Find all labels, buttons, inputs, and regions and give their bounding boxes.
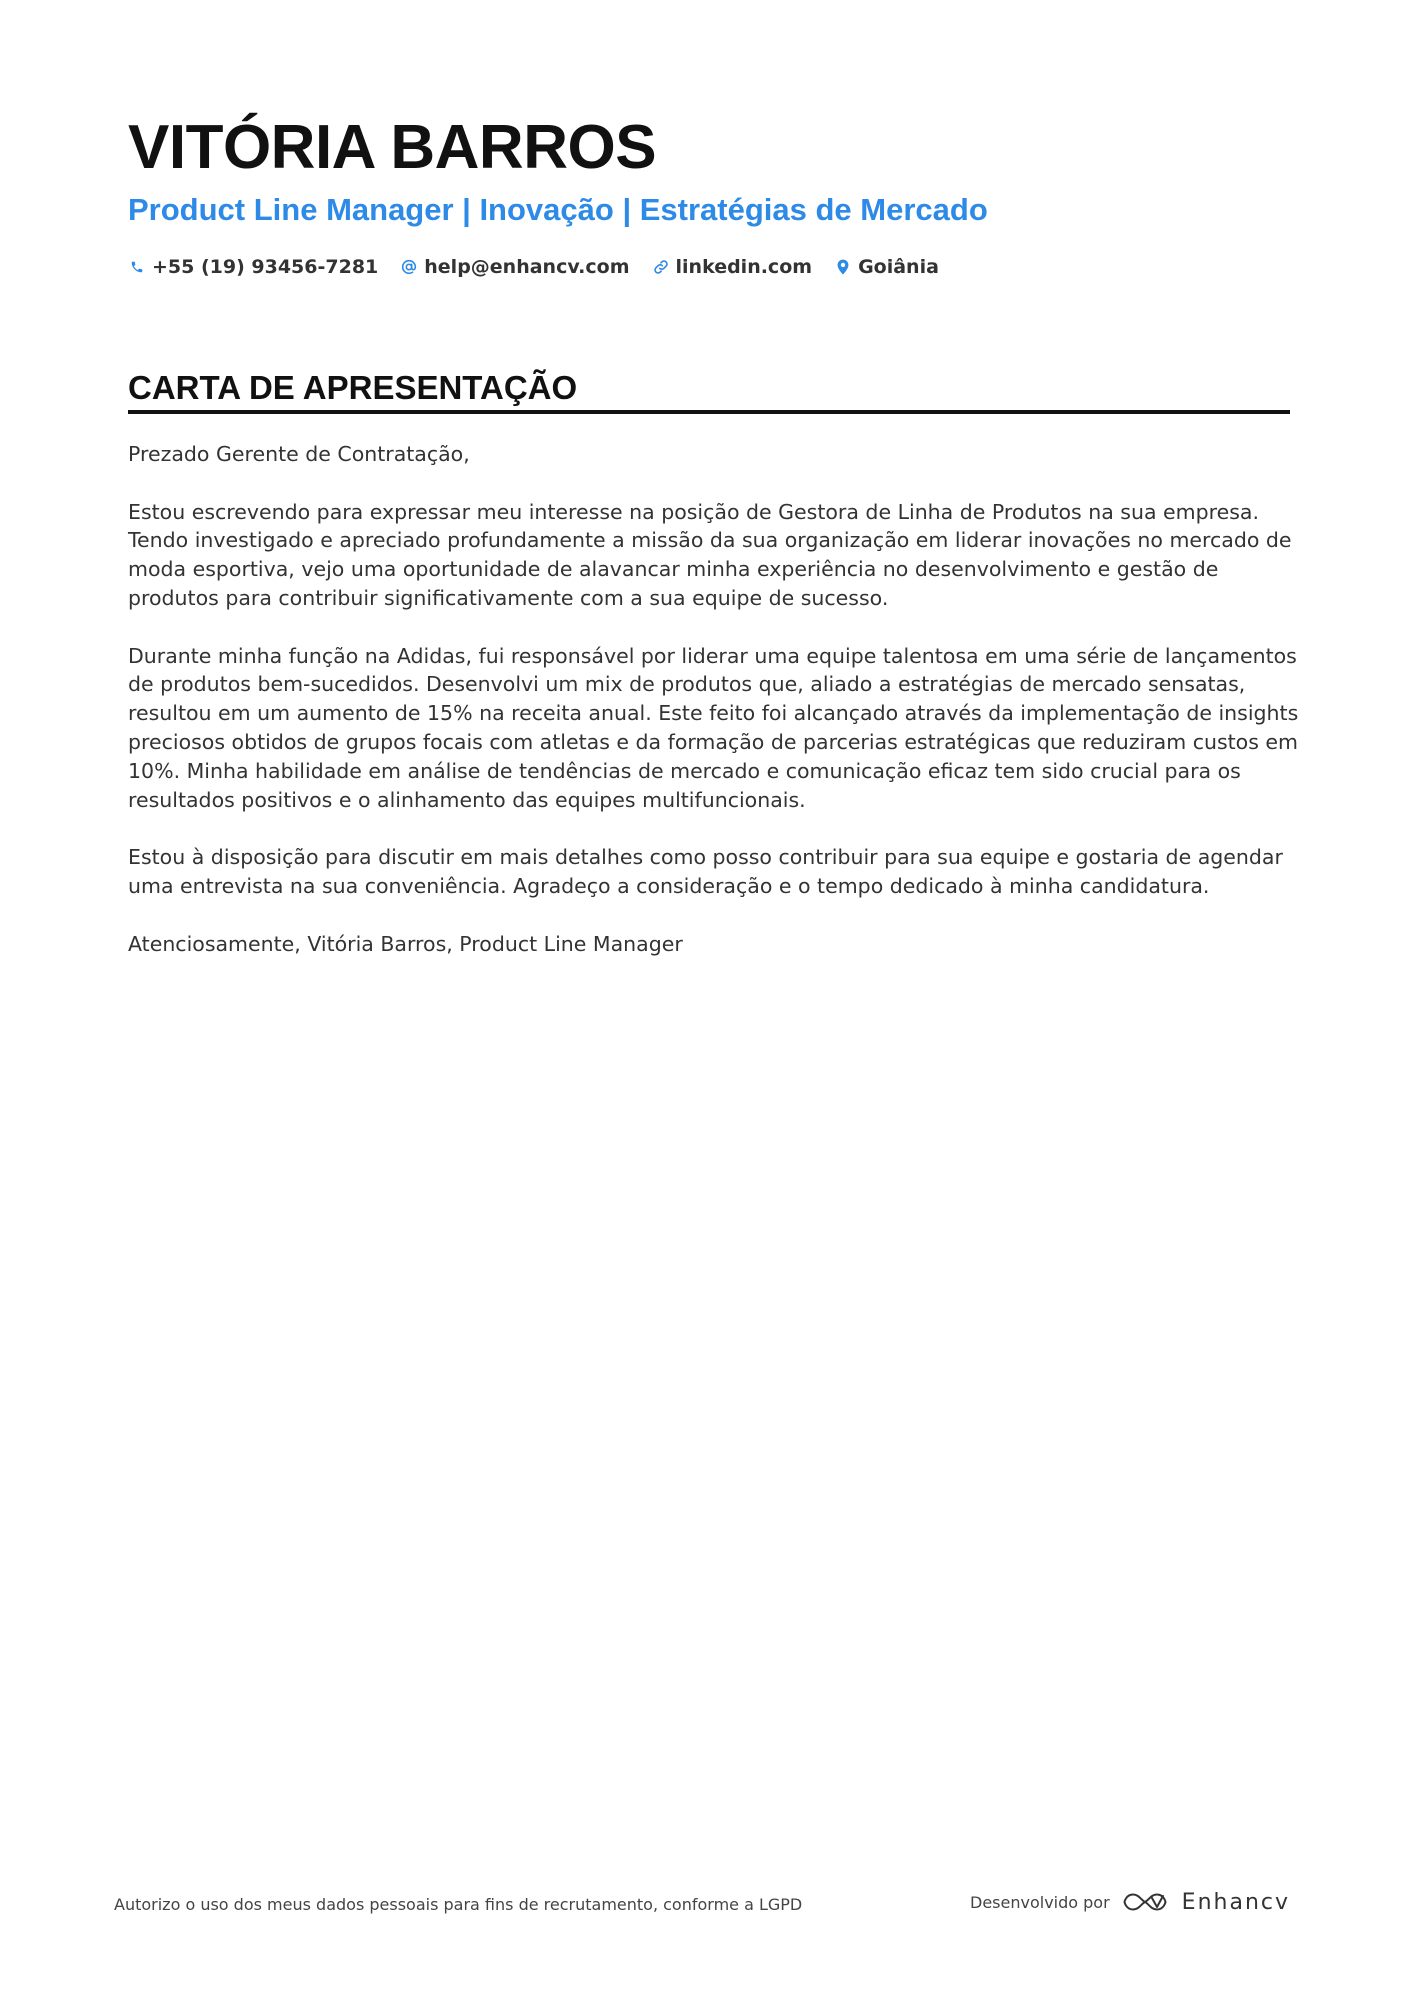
candidate-headline: Product Line Manager | Inovação | Estratégias de Mercado	[128, 192, 988, 227]
powered-by[interactable]	[970, 1886, 1290, 1918]
contact-linkedin[interactable]	[652, 256, 813, 278]
section-title: CARTA DE APRESENTAÇÃO	[128, 369, 578, 406]
linkedin-text: linkedin.com	[675, 256, 813, 278]
letter-paragraph: Durante minha função na Adidas, fui responsável por liderar uma equipe talentosa em uma série de lançamentos de produtos bem-sucedidos. Desenvolvi um mix de produtos que, aliado a estratégias de mercado sensatas, resultou em um aumento de 15% na receita anual. Este feito foi alcançado através da implementação de insights preciosos obtidos de grupos focais com atletas e da formação de parcerias estratégicas que reduziram custos em 10%. Minha habilidade em análise de tendências de mercado e comunicação eficaz tem sido crucial para os resultados positivos e o alinhamento das equipes multifuncionais.	[128, 643, 1299, 812]
letter-paragraph: Estou à disposição para discutir em mais detalhes como posso contribuir para sua equipe e gostaria de agendar uma entrevista na sua conveniência. Agradeço a consideração e o tempo dedicado à minha candidatura.	[128, 845, 1283, 898]
brand-name: Enhancv	[1181, 1889, 1290, 1915]
at-icon	[400, 258, 418, 276]
contact-info	[128, 252, 961, 282]
consent-note: Autorizo o uso dos meus dados pessoais para fins de recrutamento, conforme a LGPD	[114, 1895, 803, 1914]
location-text: Goiânia	[858, 256, 939, 278]
letter-closing: Atenciosamente, Vitória Barros, Product Line Manager	[128, 931, 683, 956]
phone-text: +55 (19) 93456-7281	[152, 256, 379, 278]
location-pin-icon	[834, 258, 852, 276]
link-icon	[652, 258, 670, 276]
phone-icon	[128, 258, 146, 276]
letter-greeting: Prezado Gerente de Contratação,	[128, 442, 470, 466]
letter-paragraph: Estou escrevendo para expressar meu interesse na posição de Gestora de Linha de Produtos na sua empresa. Tendo investigado e apreciado profundamente a missão da sua organização em liderar inovações no mercado de moda esportiva, vejo uma oportunidade de alavancar minha experiência no desenvolvimento e gestão de produtos para contribuir significativamente com a sua equipe de sucesso.	[128, 499, 1292, 610]
letter-body	[128, 440, 1300, 987]
contact-location	[834, 256, 939, 278]
powered-by-label: Desenvolvido por	[970, 1892, 1110, 1912]
section-divider	[128, 410, 1290, 414]
candidate-name: VITÓRIA BARROS	[128, 113, 657, 182]
enhancv-logo-icon	[1122, 1890, 1168, 1914]
contact-email[interactable]	[400, 256, 629, 278]
email-text: help@enhancv.com	[424, 256, 630, 278]
contact-phone	[128, 256, 378, 278]
